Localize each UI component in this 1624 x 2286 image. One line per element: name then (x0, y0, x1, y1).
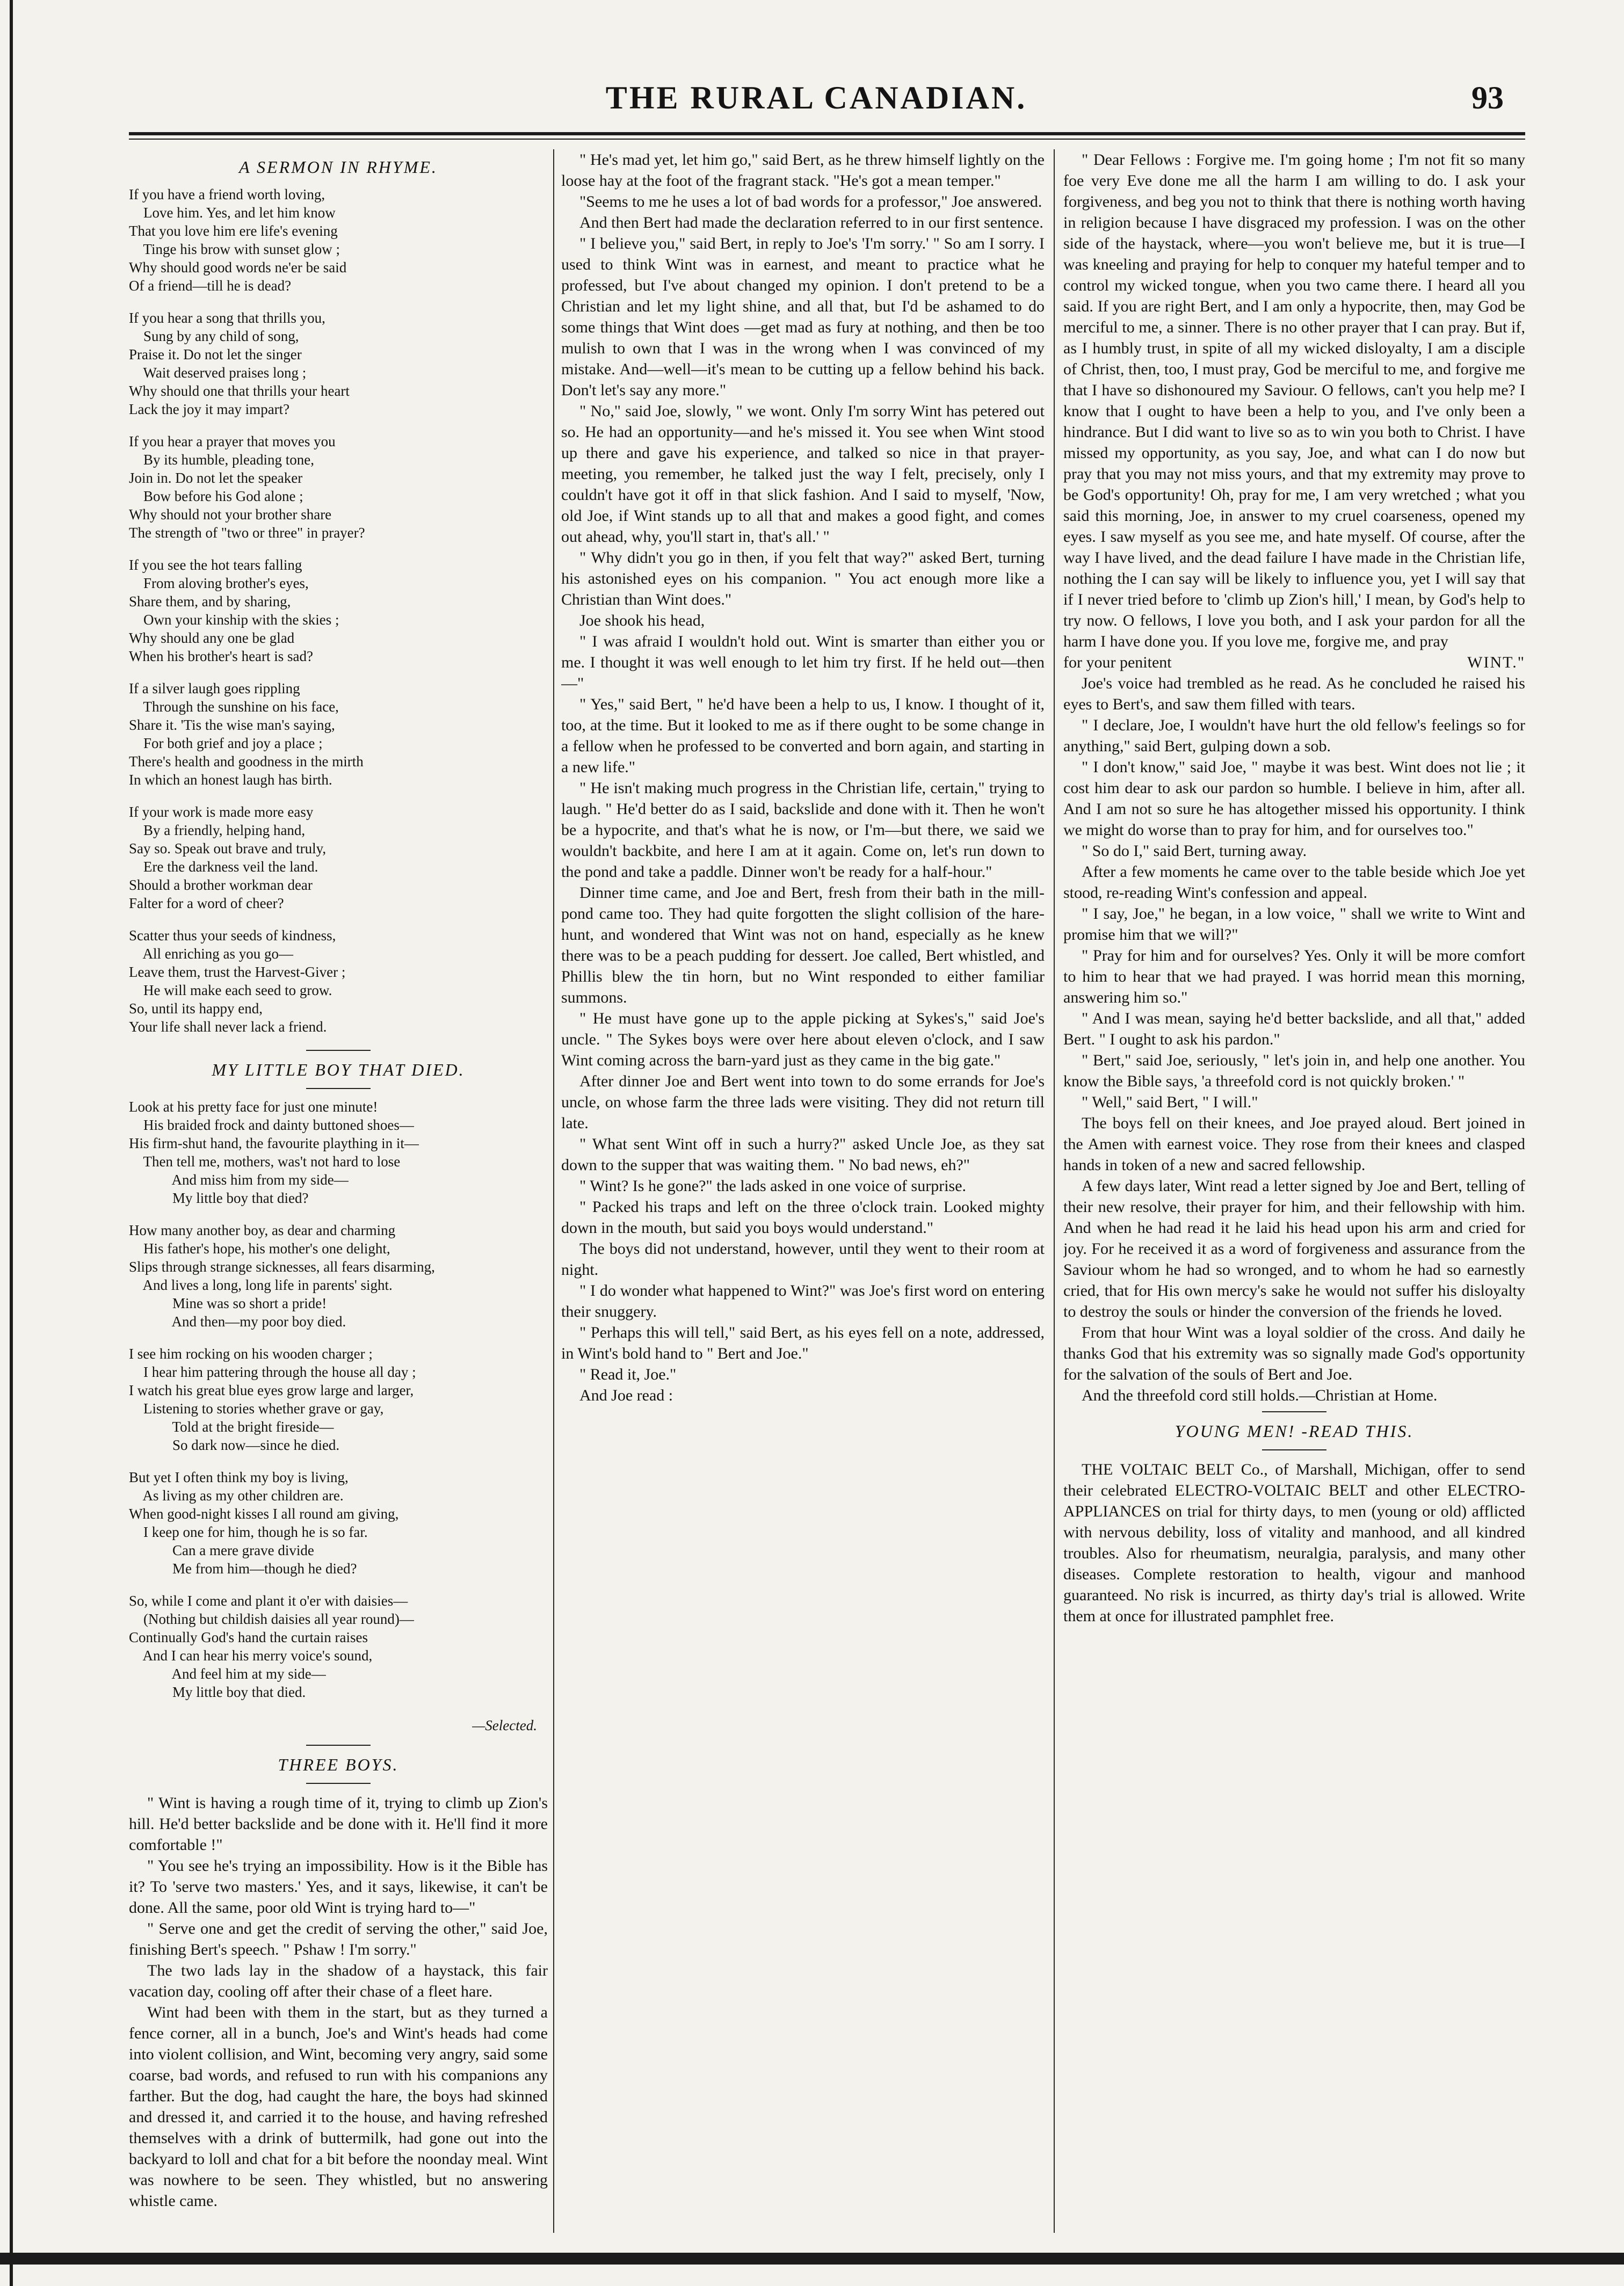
story-paragraph: " Yes," said Bert, " he'd have been a help to us, I know. I thought of it, too, at the time. But it looked to me as if there ought to be some change in a fellow when he professed to be converted and born again, and starting in a new life." (561, 695, 1045, 776)
verse-line: Why should good words ne'er be said (129, 259, 347, 275)
verse-line: And I can hear his merry voice's sound, (129, 1648, 373, 1664)
verse-line: Tinge his brow with sunset glow ; (129, 241, 340, 257)
section-divider (1262, 1449, 1326, 1450)
verse-line: Lack the joy it may impart? (129, 401, 290, 417)
page-edge-bottom (0, 2253, 1624, 2265)
verse-line: Should a brother workman dear (129, 877, 313, 893)
verse-line: He will make each seed to grow. (129, 982, 332, 998)
poem2-body (129, 1098, 548, 1701)
verse-line: As living as my other children are. (129, 1487, 344, 1504)
verse-line: When good-night kisses I all round am giving, (129, 1506, 399, 1522)
verse-line: By a friendly, helping hand, (129, 822, 306, 838)
story-paragraph: " Bert," said Joe, seriously, " let's join in, and help one another. You know the Bible says, 'a threefold cord is not quickly broken.' " (1063, 1051, 1525, 1090)
verse-line: Bow before his God alone ; (129, 488, 303, 504)
verse-line: I keep one for him, though he is so far. (129, 1524, 368, 1540)
verse-line: In which an honest laugh has birth. (129, 772, 332, 788)
stanza (129, 1468, 548, 1578)
poem1-title: A SERMON IN RHYME. (239, 157, 438, 177)
story-paragraph: " Wint? Is he gone?" the lads asked in one voice of surprise. (579, 1177, 967, 1195)
verse-line: Look at his pretty face for just one minute! (129, 1099, 378, 1115)
section-divider (306, 1050, 371, 1051)
verse-line: Join in. Do not let the speaker (129, 470, 303, 486)
story-paragraph: " Read it, Joe." (579, 1366, 677, 1383)
verse-line: If your work is made more easy (129, 804, 314, 820)
verse-line: Sung by any child of song, (129, 328, 299, 344)
verse-line: So, until its happy end, (129, 1000, 263, 1017)
stanza (129, 926, 548, 1036)
story-paragraph: " I say, Joe," he began, in a low voice, " shall we write to Wint and promise him that we will?" (1063, 905, 1525, 944)
verse-line: Scatter thus your seeds of kindness, (129, 927, 336, 944)
story-paragraph: Wint had been with them in the start, but as they turned a fence corner, all in a bunch, Joe's and Wint's heads had come into violent collision, and Wint, becoming very angry, said some coarse, bad words, and refused to run with his companions any farther. But the dog, had caught the hare, the boys had skinned and dressed it, and carried it to the house, and having refreshed themselves with a drink of buttermilk, had gone out into the backyard to loll and chat for a bit before the noonday meal. Wint was nowhere to be seen. They whistled, but no answering whistle came. (129, 2004, 548, 2210)
verse-line: Falter for a word of cheer? (129, 895, 284, 911)
story-paragraph: " And I was mean, saying he'd better backslide, and all that," added Bert. " I ought to ask his pardon." (1063, 1010, 1525, 1048)
verse-line: His father's hope, his mother's one delight, (129, 1240, 390, 1257)
verse-line: By its humble, pleading tone, (129, 452, 314, 468)
verse-line: How many another boy, as dear and charming (129, 1222, 396, 1238)
verse-line: My little boy that died? (129, 1190, 309, 1206)
story-paragraph: The boys fell on their knees, and Joe prayed aloud. Bert joined in the Amen with earnest voice. They rose from their knees and clasped hands in token of a new and sacred fellowship. (1063, 1114, 1525, 1174)
story-ending (1063, 673, 1525, 1406)
story-paragraph: And the threefold cord still holds.—Christian at Home. (1082, 1387, 1438, 1404)
verse-line: There's health and goodness in the mirth (129, 753, 364, 770)
verse-line: Your life shall never lack a friend. (129, 1019, 327, 1035)
column-divider-1 (553, 149, 554, 2233)
header-rule (129, 132, 1525, 140)
verse-line: Share it. 'Tis the wise man's saying, (129, 717, 335, 733)
verse-line: Listening to stories whether grave or gay, (129, 1400, 384, 1417)
verse-line: His braided frock and dainty buttoned shoes— (129, 1117, 414, 1133)
poem1-body (129, 185, 548, 1036)
story-paragraph: " Pray for him and for ourselves? Yes. Only it will be more comfort to him to hear that we had prayed. I was horrid mean this morning, answering him so." (1063, 947, 1525, 1006)
story-paragraph: And then Bert had made the declaration referred to in our first sentence. (579, 214, 1043, 231)
poem2-title: MY LITTLE BOY THAT DIED. (212, 1060, 465, 1079)
verse-line: I watch his great blue eyes grow large and larger, (129, 1382, 414, 1398)
story-paragraph: Joe shook his head, (579, 612, 705, 629)
verse-line: Say so. Speak out brave and truly, (129, 840, 327, 857)
story-paragraph: " No," said Joe, slowly, " we wont. Only I'm sorry Wint has petered out so. He had an opportunity—and he's missed it. You see when Wint stood up there and gave his experience, and talked so nice in that prayer-meeting, you remember, he talked just the way I felt, precisely, only I couldn't have got it off in that slick fashion. And I said to myself, 'Now, old Joe, if Wint stands up to all that and makes a good fight, and comes out ahead, why, you'll start in, that's all.' " (561, 402, 1045, 546)
verse-line: Love him. Yes, and let him know (129, 205, 336, 221)
story-paragraph: Joe's voice had trembled as he read. As he concluded he raised his eyes to Bert's, and saw them filled with tears. (1063, 674, 1525, 713)
stanza (129, 1098, 548, 1207)
verse-line: Then tell me, mothers, was't not hard to lose (129, 1153, 401, 1170)
poem2-credit: —Selected. (472, 1717, 537, 1733)
verse-line: His firm-shut hand, the favourite plaything in it— (129, 1135, 419, 1151)
story-part-1 (129, 1792, 548, 2211)
verse-line: And feel him at my side— (129, 1666, 326, 1682)
verse-line: But yet I often think my boy is living, (129, 1469, 349, 1485)
story-paragraph: And Joe read : (579, 1387, 673, 1404)
story-paragraph: " He isn't making much progress in the Christian life, certain," trying to laugh. " He'd better do as I said, backslide and done with it. Then he won't be a hypocrite, and that's what he is now, or I'm—but there, we said we wouldn't backbite, and here I am at it again. Come on, let's run down to the pond and take a paddle. Dinner won't be ready for a half-hour." (561, 779, 1045, 881)
section-divider (306, 1745, 371, 1746)
story-paragraph: " So do I," said Bert, turning away. (1082, 842, 1307, 860)
verse-line: And then—my poor boy died. (129, 1313, 346, 1330)
signature: WINT." (1467, 654, 1525, 671)
page-edge-left (10, 0, 13, 2286)
story-paragraph: A few days later, Wint read a letter signed by Joe and Bert, telling of their new resolve, their prayer for him, and their fellowship with him. And when he had read it he laid his head upon his arm and cried for joy. For he received it as a word of forgiveness and assurance from the Saviour whom he had so wronged, and to whom he had so earnestly cried, that for His own mercy's sake he would not suffer his disloyalty to destroy the souls or hinder the conversion of the friends he loved. (1063, 1177, 1525, 1320)
verse-line: All enriching as you go— (129, 946, 293, 962)
stanza (129, 1345, 548, 1454)
story-paragraph: " Well," said Bert, " I will." (1082, 1093, 1258, 1111)
verse-line: I see him rocking on his wooden charger ; (129, 1346, 373, 1362)
stanza (129, 1592, 548, 1701)
verse-line: If you have a friend worth loving, (129, 186, 325, 202)
story-paragraph: " Wint is having a rough time of it, trying to climb up Zion's hill. He'd better backslide and be done with it. He'll find it more comfortable !" (129, 1794, 548, 1854)
verse-line: If a silver laugh goes rippling (129, 680, 300, 696)
verse-line: Slips through strange sicknesses, all fears disarming, (129, 1259, 435, 1275)
story-part-3 (1063, 149, 1525, 652)
verse-line: (Nothing but childish daisies all year round)— (129, 1611, 414, 1627)
verse-line: Share them, and by sharing, (129, 593, 291, 609)
story-paragraph: " He must have gone up to the apple picking at Sykes's," said Joe's uncle. " The Sykes boys were over here about eleven o'clock, and I saw Wint coming across the barn-yard just as they came in the big gate." (561, 1010, 1045, 1069)
stanza (129, 309, 548, 418)
verse-line: Why should one that thrills your heart (129, 383, 350, 399)
stanza (129, 432, 548, 542)
verse-line: For both grief and joy a place ; (129, 735, 323, 751)
story-paragraph: " I believe you," said Bert, in reply to Joe's 'I'm sorry.' " So am I sorry. I used to think Wint was in earnest, and meant to practice what he professed, but I've about changed my opinion. I don't pretend to be a Christian and let my light shine, and all that, but I'd be ashamed to do some things that Wint does —get mad as fury at nothing, and then be too mulish to own that I was in the wrong when I was convinced of my mistake. And—well—it's mean to be cutting up a fellow behind his back. Don't let's say any more." (561, 235, 1045, 399)
verse-line: Wait deserved praises long ; (129, 365, 307, 381)
story-paragraph: " Perhaps this will tell," said Bert, as his eyes fell on a note, addressed, in Wint's bold hand to " Bert and Joe." (561, 1324, 1045, 1362)
stanza (129, 803, 548, 912)
verse-line: If you hear a song that thrills you, (129, 310, 325, 326)
story-paragraph: The boys did not understand, however, until they went to their room at night. (561, 1240, 1045, 1279)
story-part-2 (561, 149, 1045, 1406)
section-divider (306, 1783, 371, 1784)
story-paragraph: After dinner Joe and Bert went into town to do some errands for Joe's uncle, on whose farm the three lads were visiting. They did not return till late. (561, 1072, 1045, 1132)
story-paragraph: " What sent Wint off in such a hurry?" asked Uncle Joe, as they sat down to the supper that was waiting them. " No bad news, eh?" (561, 1135, 1045, 1174)
story-paragraph: The two lads lay in the shadow of a haystack, this fair vacation day, cooling off after their chase of a fleet hare. (129, 1962, 548, 2000)
ad-text: THE VOLTAIC BELT Co., of Marshall, Michigan, offer to send their celebrated ELECTRO-VOLTAIC BELT and other ELECTRO-APPLIANCES on trial for thirty days, to men (young or old) afflicted with nervous debility, loss of vitality and manhood, and all kindred troubles. Also for rheumatism, neuralgia, paralysis, and many other diseases. Complete restoration to health, vigour and manhood guaranteed. No risk is incurred, as thirty day's trial is allowed. Write them at once for illustrated pamphlet free. (1063, 1461, 1525, 1625)
story-paragraph: " I was afraid I wouldn't hold out. Wint is smarter than either you or me. I thought it was well enough to let him try first. If he held out—then—" (561, 633, 1045, 692)
verse-line: That you love him ere life's evening (129, 223, 338, 239)
verse-line: Through the sunshine on his face, (129, 699, 339, 715)
verse-line: So dark now—since he died. (129, 1437, 340, 1453)
story-paragraph: "Seems to me he uses a lot of bad words for a professor," Joe answered. (579, 193, 1042, 211)
verse-line: Mine was so short a pride! (129, 1295, 327, 1311)
verse-line: Told at the bright fireside— (129, 1419, 334, 1435)
verse-line: When his brother's heart is sad? (129, 648, 314, 664)
verse-line: Can a mere grave divide (129, 1542, 314, 1558)
verse-line: Ere the darkness veil the land. (129, 859, 318, 875)
stanza (129, 185, 548, 295)
column-3 (1063, 149, 1525, 2233)
ad-title: YOUNG MEN! -READ THIS. (1175, 1421, 1414, 1441)
section-divider (1262, 1411, 1326, 1412)
section-divider (306, 1088, 371, 1089)
story-paragraph: " He's mad yet, let him go," said Bert, as he threw himself lightly on the loose hay at the foot of the fragrant stack. "He's got a mean temper." (561, 151, 1045, 190)
verse-line: My little boy that died. (129, 1684, 306, 1700)
verse-line: The strength of "two or three" in prayer? (129, 525, 365, 541)
story-paragraph: Dinner time came, and Joe and Bert, fresh from their bath in the mill-pond came too. They had quite forgotten the slight collision of the hare-hunt, and wondered that Wint was not on hand, especially as he knew there was to be a peach pudding for dessert. Joe called, Bert whistled, and Phillis blew the tin horn, but no Wint responded to either familiar summons. (561, 884, 1045, 1006)
stanza (129, 556, 548, 665)
verse-line: Continually God's hand the curtain raises (129, 1629, 368, 1645)
verse-line: Why should any one be glad (129, 630, 295, 646)
verse-line: From aloving brother's eyes, (129, 575, 309, 591)
story-paragraph: " I do wonder what happened to Wint?" was Joe's first word on entering their snuggery. (561, 1282, 1045, 1320)
story-paragraph: " Packed his traps and left on the three o'clock train. Looked mighty down in the mouth, but said you boys would understand." (561, 1198, 1045, 1237)
story-paragraph: " I don't know," said Joe, " maybe it was best. Wint does not lie ; it cost him dear to ask our pardon so humble. I believe in him, after all. And I am not so sure he has altogether missed his opportunity. I think we might do worse than to pray for him, and for ourselves too." (1063, 758, 1525, 839)
stanza (129, 1221, 548, 1331)
story-paragraph: " Why didn't you go in then, if you felt that way?" asked Bert, turning his astonished eyes on his companion. " You act enough more like a Christian than Wint does." (561, 549, 1045, 608)
column-2 (561, 149, 1045, 2233)
verse-line: Of a friend—till he is dead? (129, 278, 292, 294)
verse-line: Me from him—though he died? (129, 1561, 357, 1577)
signoff-text: for your penitent (1063, 654, 1172, 671)
story-paragraph: From that hour Wint was a loyal soldier of the cross. And daily he thanks God that his extremity was so signally made God's opportunity for the salvation of the souls of Bert and Joe. (1063, 1324, 1525, 1383)
verse-line: And lives a long, long life in parents' sight. (129, 1277, 393, 1293)
column-1 (129, 149, 548, 2233)
verse-line: Own your kinship with the skies ; (129, 612, 339, 628)
page-number: 93 (1471, 80, 1504, 115)
story-title: THREE BOYS. (278, 1755, 399, 1774)
verse-line: If you hear a prayer that moves you (129, 433, 336, 449)
column-divider-2 (1054, 149, 1055, 2233)
verse-line: If you see the hot tears falling (129, 557, 302, 573)
story-paragraph: " Serve one and get the credit of serving the other," said Joe, finishing Bert's speech. " Pshaw ! I'm sorry." (129, 1920, 548, 1958)
verse-line: So, while I come and plant it o'er with daisies— (129, 1593, 408, 1609)
verse-line: Leave them, trust the Harvest-Giver ; (129, 964, 346, 980)
stanza (129, 679, 548, 789)
story-paragraph: " Dear Fellows : Forgive me. I'm going home ; I'm not fit so many foe very Eve done me all the harm I am willing to do. I ask your forgiveness, and beg you not to think that there is nothing worth having in religion because I have disgraced my profession. I was on the other side of the haystack, where—you won't believe me, but it is true—I was kneeling and praying for help to conquer my hateful temper and to control my wicked tongue, when you two came there. I heard all you said. If you are right Bert, and I am only a hypocrite, then, may God be merciful to me, a sinner. There is no other prayer that I can pray. But if, as I humbly trust, in spite of all my wicked disloyalty, I am a disciple of Christ, then, too, I must pray, God be merciful to me, and forgive me that I have so dishonoured my Saviour. O fellows, can't you help me? I know that I ought to have been a help to you, and I've only been a hindrance. But I did want to live so as to win you both to Christ. I have missed my opportunity, as you say, Joe, and what can I do now but pray that you may not miss yours, and that my extremity may prove to be God's opportunity! Oh, pray for me, I am very wretched ; what you said this morning, Joe, in answer to my cruel coarseness, opened my eyes. I saw myself as you see me, and hate myself. Of course, after the way I have lived, and the dead failure I have made in the Christian life, nothing the I can say will be likely to influence you, yet I will say that if I never tried before to 'climb up Zion's hill,' I mean, by God's help to try now. O fellows, I love you both, and I ask your pardon for all the harm I have done you. If you love me, forgive me, and pray (1063, 151, 1525, 650)
newspaper-title: THE RURAL CANADIAN. (605, 80, 1027, 115)
masthead (129, 70, 1504, 124)
verse-line: Praise it. Do not let the singer (129, 346, 302, 362)
verse-line: And miss him from my side— (129, 1172, 349, 1188)
story-paragraph: " I declare, Joe, I wouldn't have hurt the old fellow's feelings so for anything," said Bert, gulping down a sob. (1063, 716, 1525, 755)
story-paragraph: After a few moments he came over to the table beside which Joe yet stood, re-reading Wint's confession and appeal. (1063, 863, 1525, 902)
letter-signoff (1063, 652, 1525, 673)
verse-line: Why should not your brother share (129, 506, 332, 522)
story-paragraph: " You see he's trying an impossibility. How is it the Bible has it? To 'serve two masters.' Yes, and it says, likewise, it can't be done. All the same, poor old Wint is trying hard to—" (129, 1857, 548, 1917)
verse-line: I hear him pattering through the house all day ; (129, 1364, 416, 1380)
